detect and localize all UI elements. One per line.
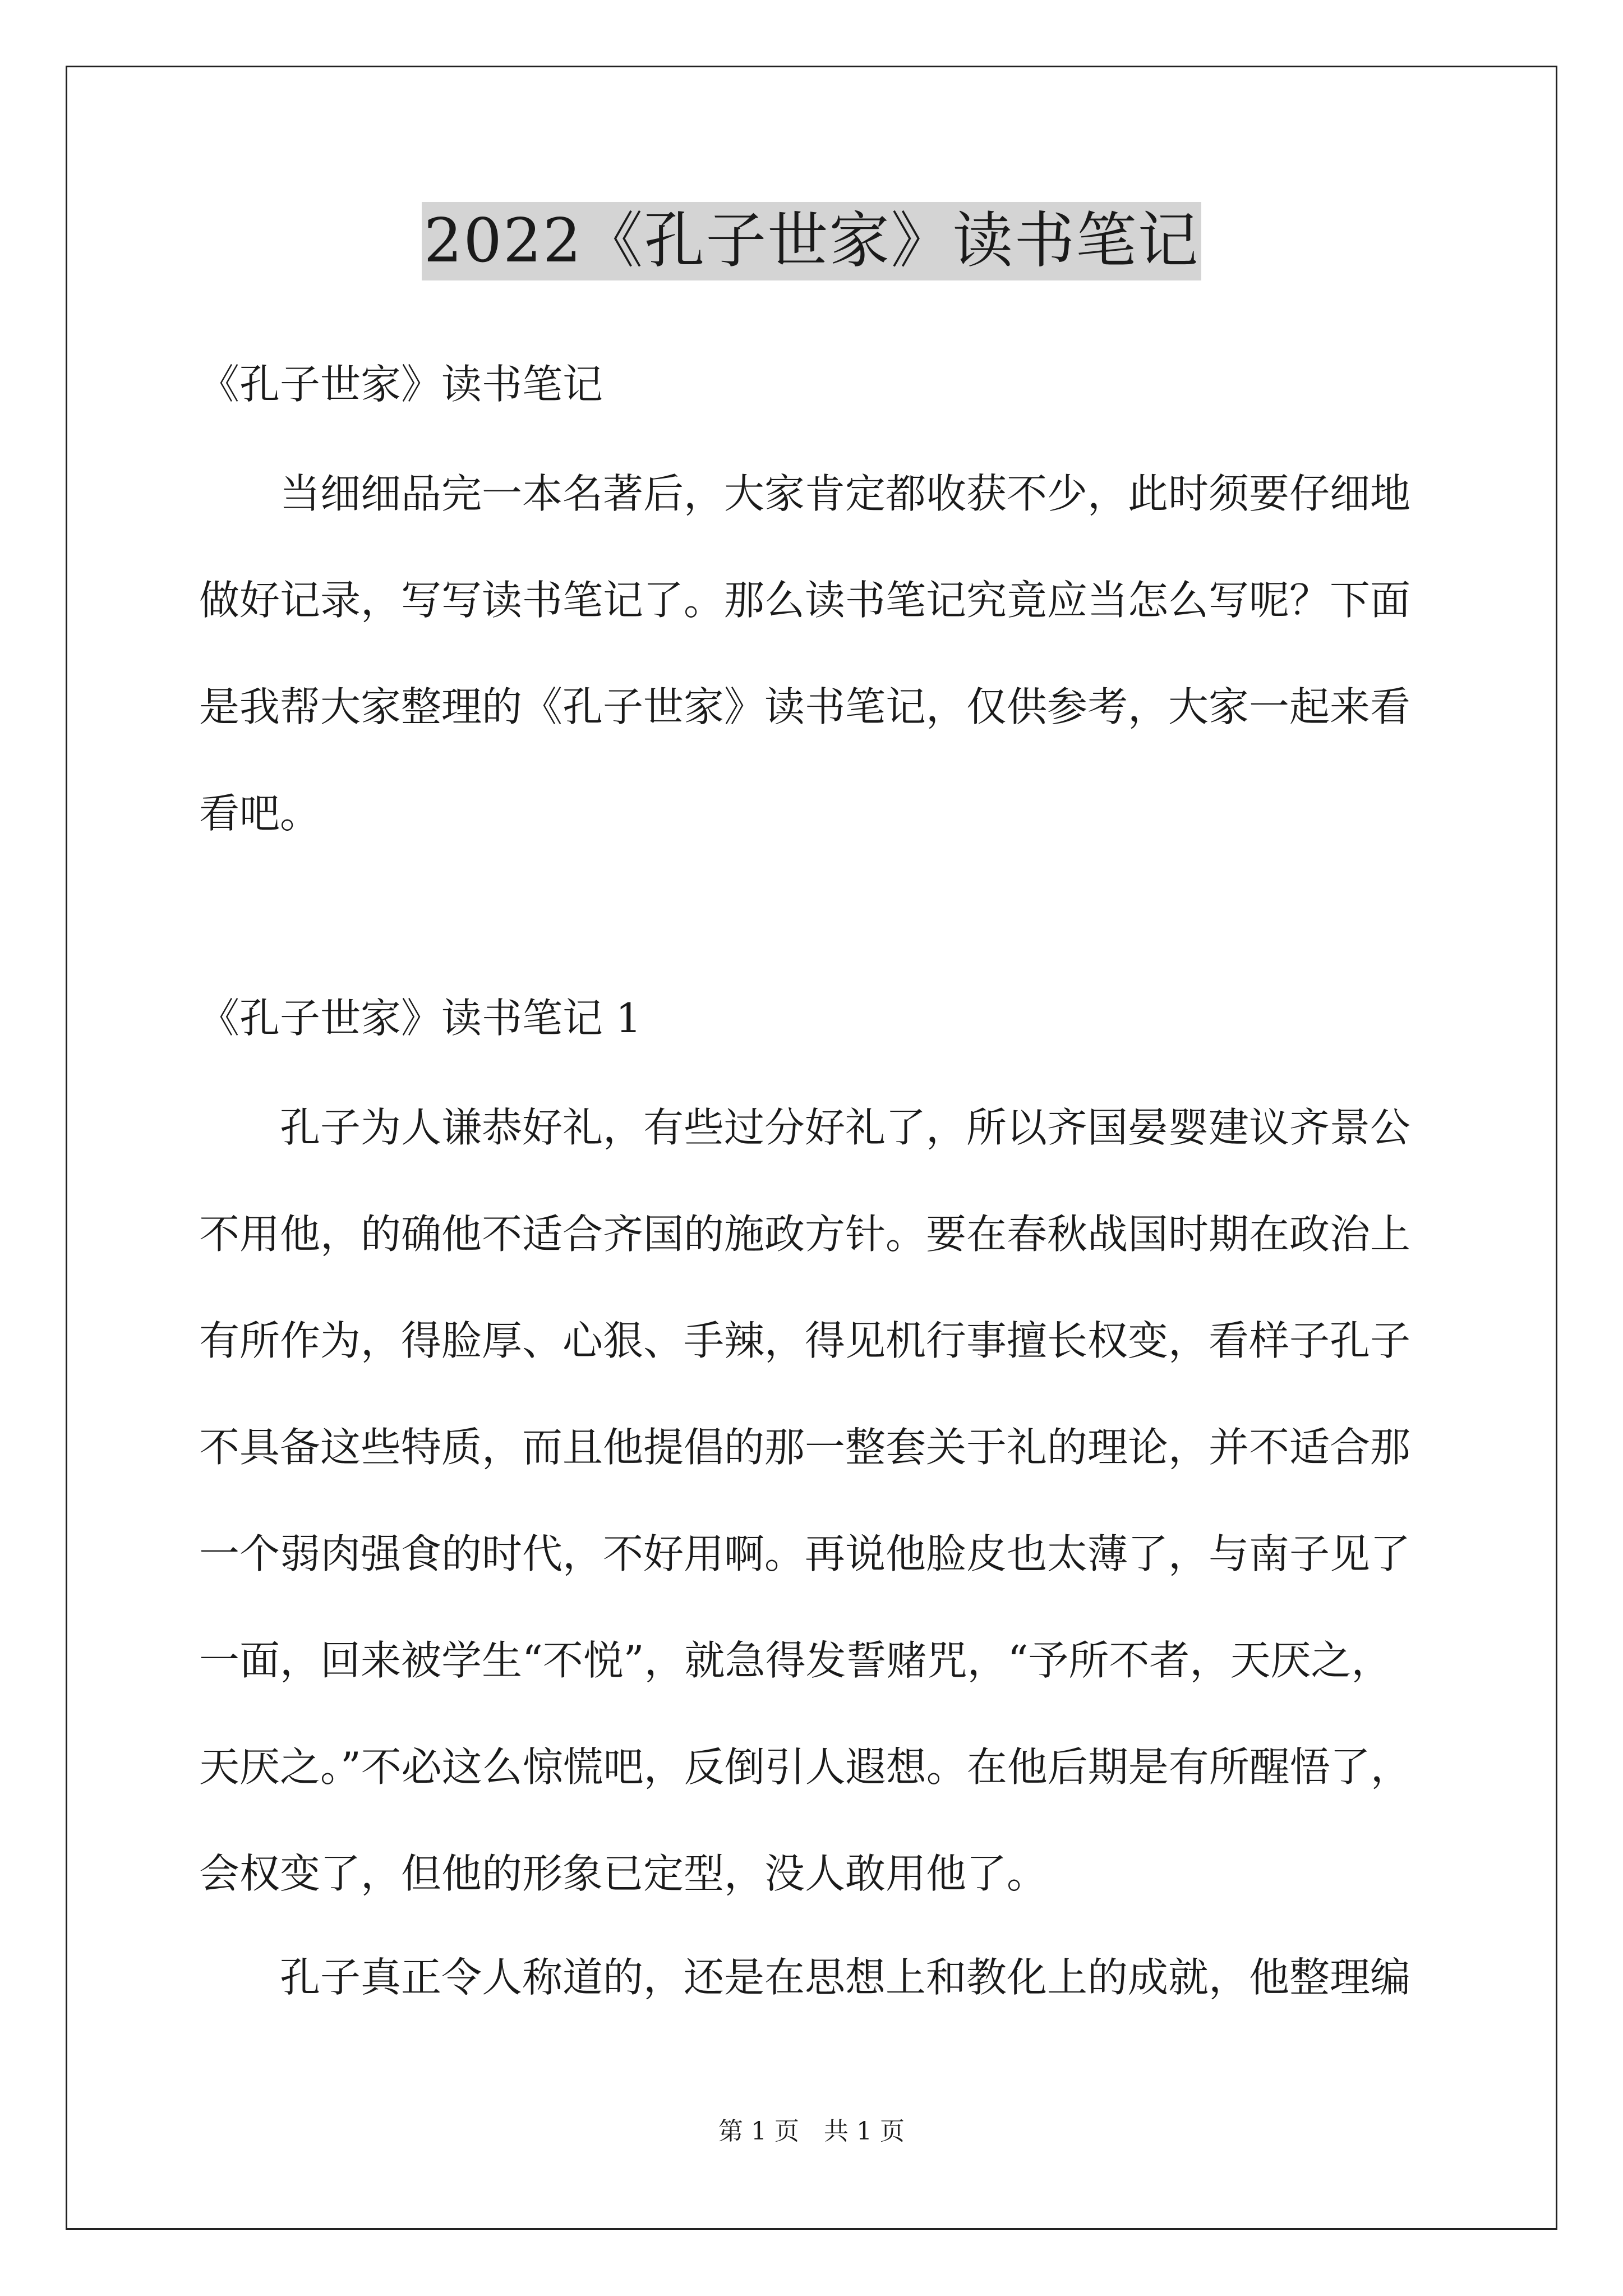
intro-line: 看吧。: [199, 790, 321, 837]
paragraph-2: [199, 1924, 1450, 2031]
paragraph-line: 会权变了，但他的形象已定型，没人敢用他了。: [199, 1850, 1048, 1897]
paragraph-line: 孔子真正令人称道的，还是在思想上和教化上的成就，他整理编: [280, 1954, 1411, 2001]
paragraph-line: 不具备这些特质，而且他提倡的那一整套关于礼的理论，并不适合那: [199, 1424, 1411, 1471]
paragraph-line: 一面，回来被学生“不悦”，就急得发誓赌咒，“予所不者，天厌之，: [199, 1637, 1392, 1684]
intro-paragraph: [199, 440, 1450, 867]
paragraph-line: 有所作为，得脸厚、心狠、手辣，得见机行事擅长权变，看样子孔子: [199, 1317, 1411, 1364]
title-container: [0, 202, 1623, 280]
section-heading-block: [199, 965, 1450, 1071]
paragraph-line: 不用他，的确他不适合齐国的施政方针。要在春秋战国时期在政治上: [199, 1211, 1411, 1258]
paragraph-1: [199, 1074, 1450, 1927]
page-footer: 第 1 页 共 1 页: [718, 2117, 905, 2146]
intro-line: 当细细品完一本名著后，大家肯定都收获不少，此时须要仔细地: [280, 470, 1411, 517]
paragraph-line: 一个弱肉强食的时代，不好用啊。再说他脸皮也太薄了，与南子见了: [199, 1530, 1411, 1577]
intro-line: 做好记录，写写读书笔记了。那么读书笔记究竟应当怎么写呢？下面: [199, 577, 1411, 624]
subtitle: 《孔子世家》读书笔记: [199, 361, 603, 408]
document-title: 2022《孔子世家》读书笔记: [422, 202, 1202, 280]
intro-line: 是我帮大家整理的《孔子世家》读书笔记，仅供参考，大家一起来看: [199, 683, 1411, 730]
section-heading: 《孔子世家》读书笔记 1: [199, 995, 642, 1042]
paragraph-line: 孔子为人谦恭好礼，有些过分好礼了，所以齐国晏婴建议齐景公: [280, 1104, 1411, 1151]
subtitle-block: [199, 331, 1450, 438]
paragraph-line: 天厌之。”不必这么惊慌吧，反倒引人遐想。在他后期是有所醒悟了，: [199, 1743, 1411, 1791]
